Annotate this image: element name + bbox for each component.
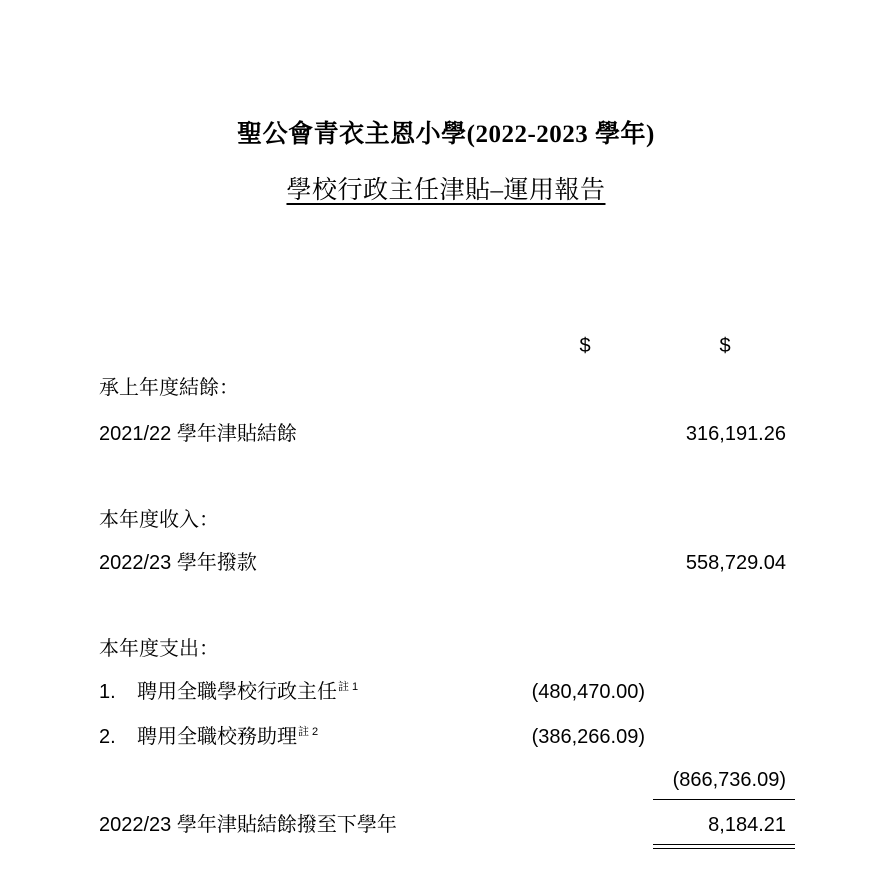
expense-item-value: (480,470.00) xyxy=(531,681,645,703)
expense-item-number: 2. xyxy=(99,726,116,748)
expense-item-label-text: 聘用全職學校行政主任 xyxy=(137,681,337,703)
report-title: 聖公會青衣主恩小學(2022-2023 學年) xyxy=(237,121,655,148)
expense-item-footnote: 註 1 xyxy=(338,681,359,694)
income-row-label: 2022/23 學年撥款 xyxy=(99,552,257,574)
section-heading-balance: 承上年度結餘： xyxy=(99,377,239,399)
column-header-currency-2: $ xyxy=(719,335,731,357)
final-balance-value: 8,184.21 xyxy=(708,814,786,836)
expense-item-value: (386,266.09) xyxy=(531,726,645,748)
report-subtitle-text: 學校行政主任津貼–運用報告 xyxy=(286,177,606,204)
balance-row-label: 2021/22 學年津貼結餘 xyxy=(99,423,297,445)
column-header-currency-1: $ xyxy=(579,335,591,357)
expense-item-label xyxy=(137,680,358,704)
subtotal-rule xyxy=(653,799,795,800)
final-balance-label: 2022/23 學年津貼結餘撥至下學年 xyxy=(99,814,397,836)
expense-item-footnote: 註 2 xyxy=(298,726,319,739)
expense-item-number: 1. xyxy=(99,681,116,703)
balance-row-value: 316,191.26 xyxy=(685,423,786,445)
section-heading-income: 本年度收入： xyxy=(99,509,219,531)
expense-item-label xyxy=(137,725,318,749)
section-heading-expense: 本年度支出： xyxy=(99,638,219,660)
report-subtitle xyxy=(0,170,892,206)
expense-total-value: (866,736.09) xyxy=(672,769,786,791)
expense-item-label-text: 聘用全職校務助理 xyxy=(137,726,297,748)
income-row-value: 558,729.04 xyxy=(685,552,786,574)
total-double-rule-bottom xyxy=(653,848,795,849)
total-double-rule-top xyxy=(653,844,795,845)
